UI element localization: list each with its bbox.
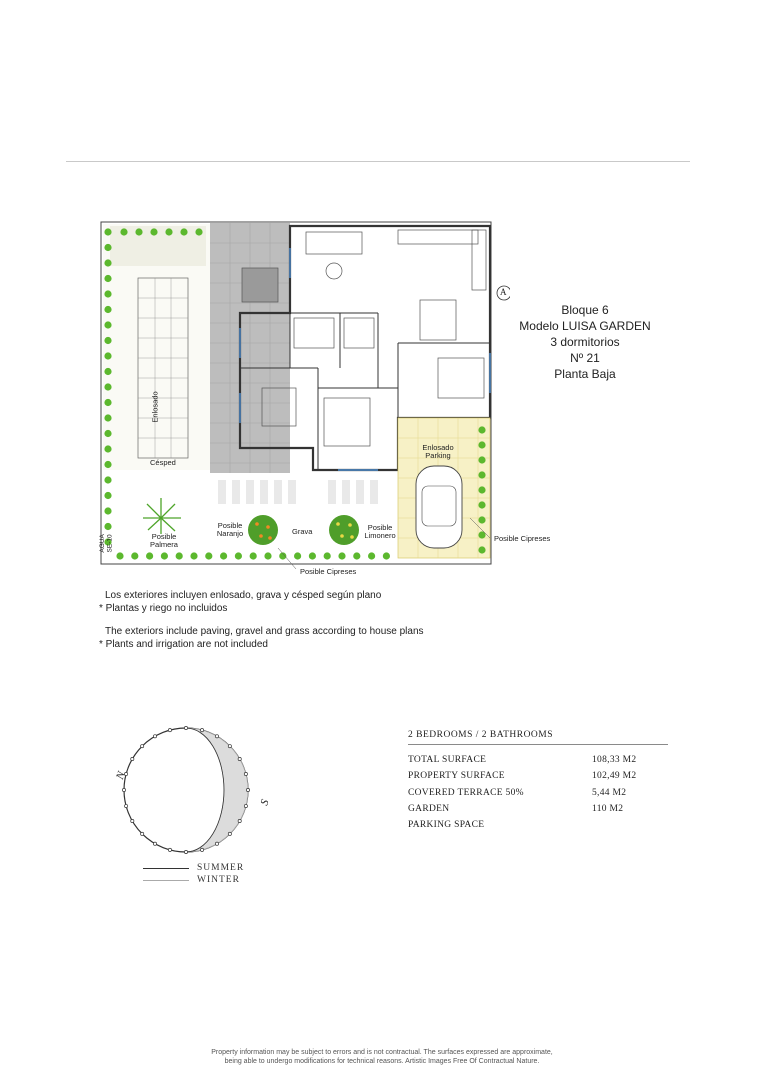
hedge-tree xyxy=(104,352,111,359)
hedge-tree xyxy=(165,228,172,235)
hour-tick xyxy=(184,726,187,729)
coffee-table xyxy=(326,263,342,279)
hour-tick xyxy=(238,757,241,760)
hour-tick xyxy=(122,788,125,791)
hedge-tree xyxy=(104,383,111,390)
surface-table-rows xyxy=(408,752,668,833)
hedge-tree xyxy=(383,552,390,559)
surface-label: TOTAL SURFACE xyxy=(408,755,487,766)
hedge-tree xyxy=(104,228,111,235)
label-enlosado-parking: Enlosado Parking xyxy=(422,443,454,460)
hedge-tree xyxy=(176,552,183,559)
surface-label: COVERED TERRACE 50% xyxy=(408,787,524,798)
note-en-2: * Plants and irrigation are not included xyxy=(99,639,268,650)
hour-tick xyxy=(200,848,203,851)
kitchen-counter xyxy=(398,230,478,244)
hedge-tree xyxy=(104,507,111,514)
legend-summer xyxy=(143,862,244,874)
hedge-tree xyxy=(104,461,111,468)
disclaimer xyxy=(0,1048,764,1066)
hedge-tree xyxy=(235,552,242,559)
label-posible-cipreses-right: Posible Cipreses xyxy=(494,534,551,543)
hedge-tree xyxy=(478,486,485,493)
block-name: Bloque 6 xyxy=(561,303,609,317)
hedge-tree xyxy=(116,552,123,559)
hedge-tree xyxy=(478,501,485,508)
hour-tick xyxy=(228,832,231,835)
note-es-1: Los exteriores incluyen enlosado, grava y césped según plano xyxy=(105,590,382,601)
hour-tick xyxy=(168,848,171,851)
winter-arc xyxy=(186,728,248,852)
surface-value: 108,33 M2 xyxy=(592,755,637,766)
hedge-tree xyxy=(104,430,111,437)
hedge-tree xyxy=(146,552,153,559)
surface-label: GARDEN xyxy=(408,804,450,815)
hedge-tree xyxy=(104,244,111,251)
hour-tick xyxy=(141,832,144,835)
surface-row xyxy=(408,768,668,784)
note-es-2: * Plantas y riego no incluidos xyxy=(99,603,228,614)
hedge-tree xyxy=(104,290,111,297)
hour-tick xyxy=(215,735,218,738)
gravel-stripes xyxy=(218,480,378,504)
kitchen-side xyxy=(472,230,486,290)
hedge-tree xyxy=(120,228,127,235)
bathroom-1 xyxy=(294,318,334,348)
surface-label: PARKING SPACE xyxy=(408,820,485,831)
surface-row xyxy=(408,785,668,801)
hedge-tree xyxy=(104,523,111,530)
surface-table-heading: 2 BEDROOMS / 2 BATHROOMS xyxy=(408,730,668,745)
legend-summer-label: SUMMER xyxy=(197,863,245,873)
section-marker-a: A xyxy=(500,287,507,297)
outdoor-table xyxy=(242,268,278,302)
hedge-tree xyxy=(131,552,138,559)
hedge-tree xyxy=(195,228,202,235)
hedge-tree xyxy=(294,552,301,559)
hedge-tree xyxy=(104,492,111,499)
top-divider xyxy=(66,161,690,162)
surface-row xyxy=(408,801,668,817)
hedge-tree xyxy=(250,552,257,559)
hedge-tree xyxy=(220,552,227,559)
hedge-tree xyxy=(324,552,331,559)
model-name: Modelo LUISA GARDEN xyxy=(519,319,651,333)
bed-3 xyxy=(438,358,484,398)
surface-value: 102,49 M2 xyxy=(592,771,637,782)
surface-value: 110 M2 xyxy=(592,804,624,815)
hedge-tree xyxy=(150,228,157,235)
hedge-tree xyxy=(104,275,111,282)
car-outline xyxy=(416,466,462,548)
sun-legend xyxy=(143,862,244,886)
label-enlosado: Enlosado xyxy=(150,391,160,423)
exterior-notes xyxy=(99,589,424,651)
hour-tick xyxy=(246,788,249,791)
hour-tick xyxy=(228,745,231,748)
hedge-tree xyxy=(478,516,485,523)
legend-winter xyxy=(143,874,244,886)
hour-tick xyxy=(200,729,203,732)
hedge-tree xyxy=(104,259,111,266)
hedge-tree xyxy=(478,471,485,478)
legend-winter-label: WINTER xyxy=(197,875,240,885)
label-agua-sub: SE-10 xyxy=(106,534,114,553)
label-posible-palmera: Posible Palmera xyxy=(150,532,178,549)
hour-tick xyxy=(131,819,134,822)
label-posible-limonero: Posible Limonero xyxy=(364,523,396,540)
hedge-tree xyxy=(205,552,212,559)
disclaimer-line-1: Property information may be subject to errors and is not contractual. The surfaces expressed are approximate, xyxy=(211,1049,553,1056)
sofa xyxy=(306,232,362,254)
hedge-tree xyxy=(180,228,187,235)
surface-label: PROPERTY SURFACE xyxy=(408,771,505,782)
orange-tree xyxy=(248,515,278,545)
hour-tick xyxy=(238,819,241,822)
surface-row xyxy=(408,752,668,768)
palm-tree xyxy=(143,498,181,534)
hedge-tree xyxy=(104,368,111,375)
bed-2 xyxy=(324,398,370,446)
hour-tick xyxy=(153,842,156,845)
hour-tick xyxy=(141,745,144,748)
hedge-tree xyxy=(353,552,360,559)
unit-number: Nº 21 xyxy=(570,351,600,365)
hour-tick xyxy=(131,757,134,760)
hedge-tree xyxy=(478,426,485,433)
label-grava: Grava xyxy=(292,527,313,536)
hedge-tree xyxy=(338,552,345,559)
hour-tick xyxy=(244,804,247,807)
hedge-tree xyxy=(104,321,111,328)
label-posible-cipreses-bottom: Posible Cipreses xyxy=(300,567,357,576)
note-en-1: The exteriors include paving, gravel and grass according to house plans xyxy=(105,626,424,637)
hedge-tree xyxy=(104,399,111,406)
south-label: S xyxy=(258,797,272,808)
hour-tick xyxy=(184,850,187,853)
surface-row xyxy=(408,817,668,833)
hedge-tree xyxy=(104,337,111,344)
label-agua: AGUA xyxy=(98,534,106,553)
hedge-tree xyxy=(190,552,197,559)
hour-tick xyxy=(168,729,171,732)
surface-value: 5,44 M2 xyxy=(592,787,627,798)
legend-summer-line xyxy=(143,868,189,869)
north-label: N xyxy=(114,770,128,782)
surface-table xyxy=(408,730,668,833)
hour-tick xyxy=(215,842,218,845)
lemon-tree xyxy=(329,515,359,545)
hedge-tree xyxy=(368,552,375,559)
label-cesped: Césped xyxy=(150,458,176,467)
bedroom-count: 3 dormitorios xyxy=(550,335,620,349)
hedge-tree xyxy=(104,445,111,452)
hedge-tree xyxy=(104,306,111,313)
dining-table xyxy=(420,300,456,340)
bathroom-2 xyxy=(344,318,374,348)
hour-tick xyxy=(125,804,128,807)
disclaimer-line-2: being able to undergo modifications for technical reasons. Artistic Images Free Of Contractual Nature. xyxy=(224,1058,540,1065)
floor-name: Planta Baja xyxy=(554,367,616,381)
hedge-tree xyxy=(478,546,485,553)
hedge-tree xyxy=(309,552,316,559)
hedge-tree xyxy=(104,476,111,483)
model-info xyxy=(500,302,670,382)
hedge-tree xyxy=(264,552,271,559)
legend-winter-line xyxy=(143,880,189,881)
hedge-tree xyxy=(161,552,168,559)
hedge-tree xyxy=(478,441,485,448)
sun-path-diagram xyxy=(116,720,276,860)
hedge-tree xyxy=(478,456,485,463)
hedge-tree xyxy=(135,228,142,235)
label-posible-naranjo: Posible Naranjo xyxy=(216,521,244,538)
hour-tick xyxy=(153,735,156,738)
hour-tick xyxy=(244,772,247,775)
hedge-tree xyxy=(104,414,111,421)
